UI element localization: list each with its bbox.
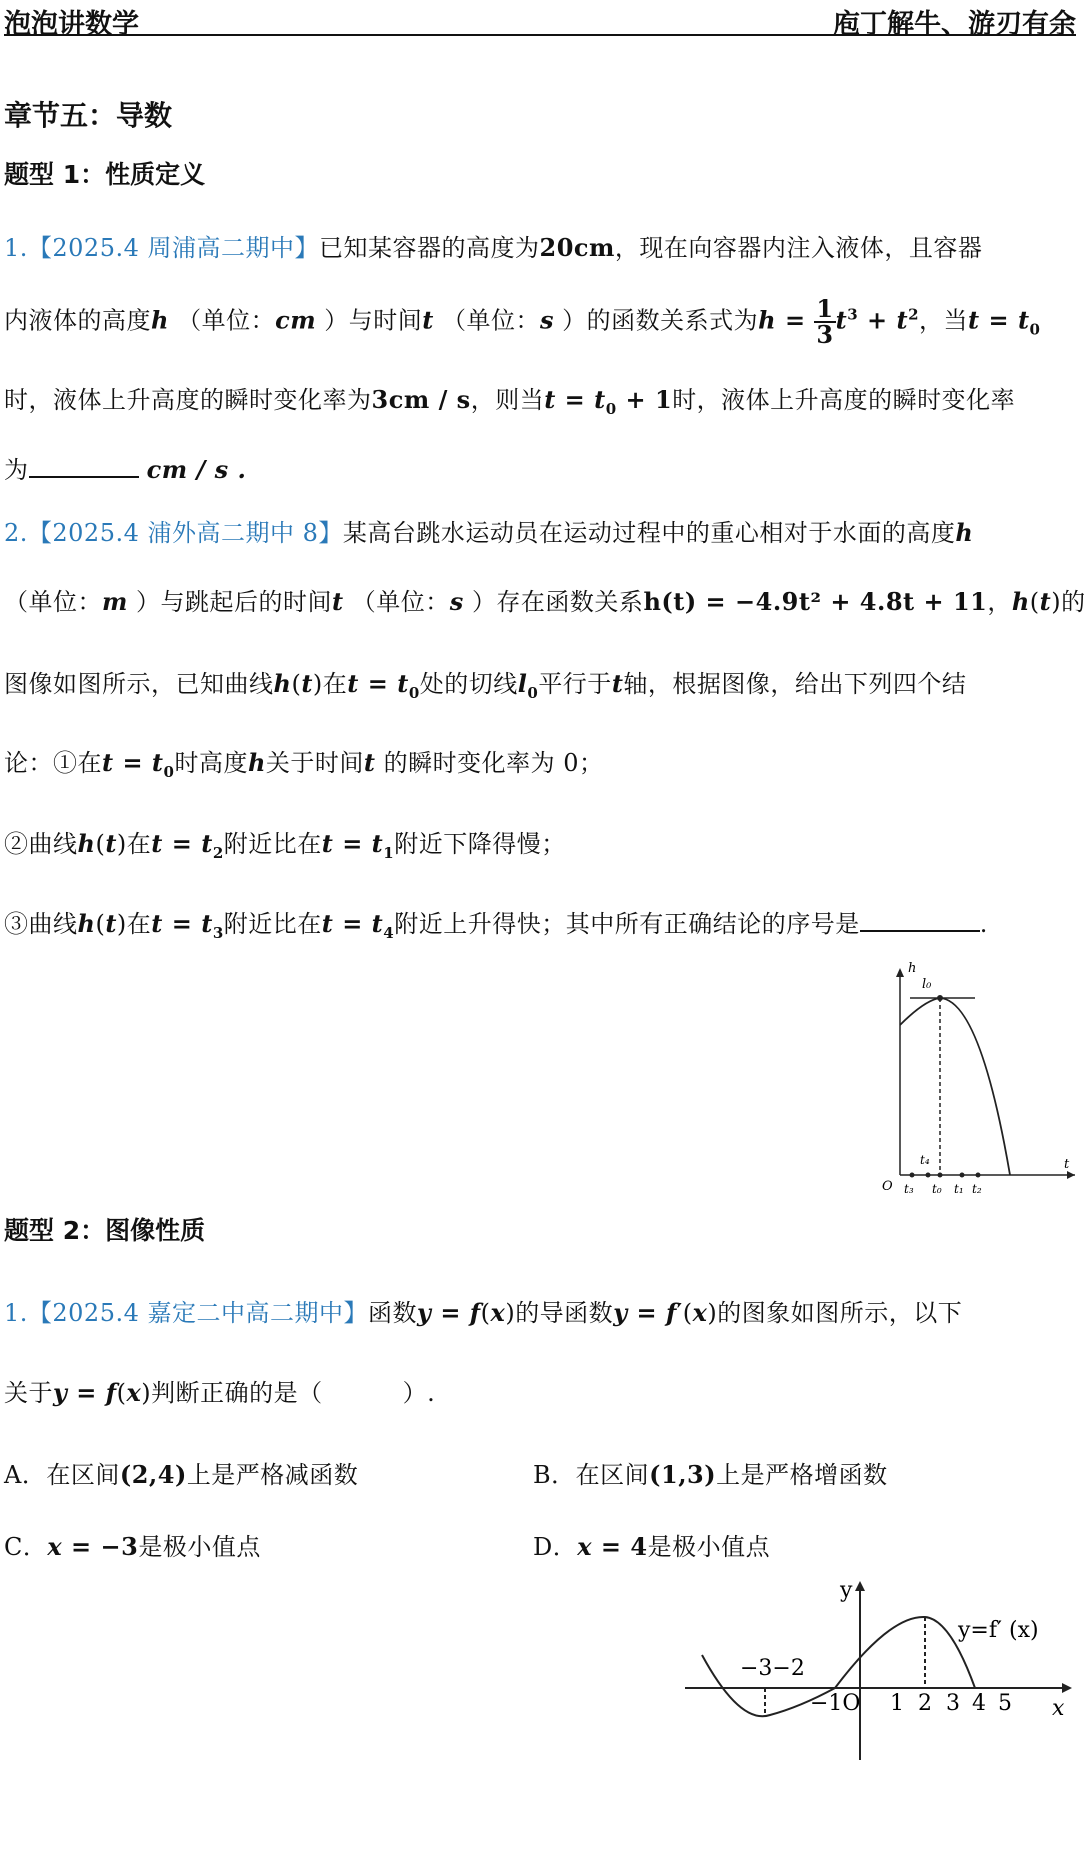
- chapter-title: 章节五：导数: [4, 99, 173, 132]
- q3-option-c: C．x = −3是极小值点: [4, 1532, 261, 1561]
- q3-option-a: A．在区间(2,4)上是严格减函数: [4, 1460, 359, 1489]
- q2-line2: （单位：m ）与跳起后的时间t （单位：s ）存在函数关系h(t) = −4.9t² + 4.8t + 11，h(t)的: [4, 587, 1086, 616]
- header-brand: 泡泡讲数学: [4, 9, 139, 40]
- figure-derivative-graph: [680, 1575, 1080, 1775]
- q1-source: 1.【2025.4 周浦高二期中】: [4, 234, 320, 262]
- q3-line1: 1.【2025.4 嘉定二中高二期中】函数y = f(x)的导函数y = f′(x)的图象如图所示，以下: [4, 1298, 963, 1327]
- q2-line5: ②曲线h(t)在$t = t_2$附近比在$t = t_1$附近下降得慢；: [4, 829, 566, 862]
- q2-function: h(t) = −4.9t² + 4.8t + 11: [643, 587, 988, 616]
- fig1-tick-3: t₂: [972, 1182, 982, 1196]
- fig2-curve-label: y=f′ (x): [958, 1618, 1039, 1643]
- fig1-tick-2: t₁: [954, 1182, 964, 1196]
- q3-option-b: B．在区间(1,3)上是严格增函数: [533, 1460, 888, 1489]
- page-header: [4, 0, 1076, 40]
- q2-line3: 图像如图所示，已知曲线h(t)在$t = t_0$处的切线$l_0$平行于t轴，根据图像，给出下列四个结: [4, 669, 967, 702]
- type1-heading: 题型 1：性质定义: [4, 160, 206, 189]
- fig2-tick-1: 1: [890, 1691, 904, 1716]
- q1-answer-blank: [29, 458, 139, 478]
- fig2-y-label: y: [840, 1578, 853, 1603]
- fig2-neg-ticks: −3−2: [740, 1656, 805, 1681]
- q1-line1: 1.【2025.4 周浦高二期中】已知某容器的高度为20cm，现在向容器内注入液体，且容器: [4, 233, 983, 262]
- q3-source: 1.【2025.4 嘉定二中高二期中】: [4, 1299, 369, 1327]
- q2-line6: ③曲线h(t)在$t = t_3$附近比在$t = t_4$附近上升得快；其中所有正确结论的序号是 .: [4, 909, 988, 942]
- fig2-tick-2: 2: [918, 1691, 932, 1716]
- fig1-curve: [900, 998, 1010, 1175]
- q3-line2: 关于y = f(x)判断正确的是（ ）.: [4, 1378, 436, 1407]
- q2-answer-blank: [860, 912, 980, 932]
- q2-line4: 论：①在$t = t_0$时高度h关于时间t 的瞬时变化率为 0；: [4, 748, 604, 781]
- fig1-x-label: t: [1064, 1157, 1070, 1172]
- fig1-tick-0: t₃: [904, 1182, 914, 1196]
- q1-line3: 时，液体上升高度的瞬时变化率为3cm / s，则当$t = t_0 + 1$时，液体上升高度的瞬时变化率: [4, 385, 1016, 418]
- fig1-tangent-label: l₀: [922, 977, 932, 992]
- figure-height-graph: [870, 960, 1080, 1210]
- fig1-y-label: h: [908, 961, 917, 976]
- type2-heading: 题型 2：图像性质: [4, 1216, 206, 1245]
- fig2-tick-4: 4: [972, 1691, 986, 1716]
- fig2-tick-3: 3: [946, 1691, 960, 1716]
- q1-line2: 内液体的高度h （单位：cm ）与时间t （单位：s ）的函数关系式为h = $\frac{1}{3}$ $t^3 + t^2$，当$t = t_0$: [4, 294, 1041, 349]
- q1-line4: 为 cm / s .: [4, 455, 247, 484]
- fig2-tick-5: 5: [998, 1691, 1012, 1716]
- fig1-tick-top: t₄: [920, 1153, 930, 1167]
- q2-source: 2.【2025.4 浦外高二期中 8】: [4, 519, 343, 547]
- header-slogan: 庖丁解牛、游刃有余: [833, 9, 1076, 40]
- q2-line1: 2.【2025.4 浦外高二期中 8】某高台跳水运动员在运动过程中的重心相对于水面的高度h: [4, 518, 974, 547]
- q3-option-d: D．x = 4是极小值点: [533, 1532, 771, 1561]
- fig1-origin: O: [882, 1179, 893, 1194]
- fig2-mid-ticks: −1O: [810, 1691, 861, 1716]
- fig1-tick-1: t₀: [932, 1182, 942, 1196]
- q1-fraction: $\frac{1}{3}$: [816, 294, 834, 349]
- fig2-x-label: x: [1052, 1696, 1065, 1721]
